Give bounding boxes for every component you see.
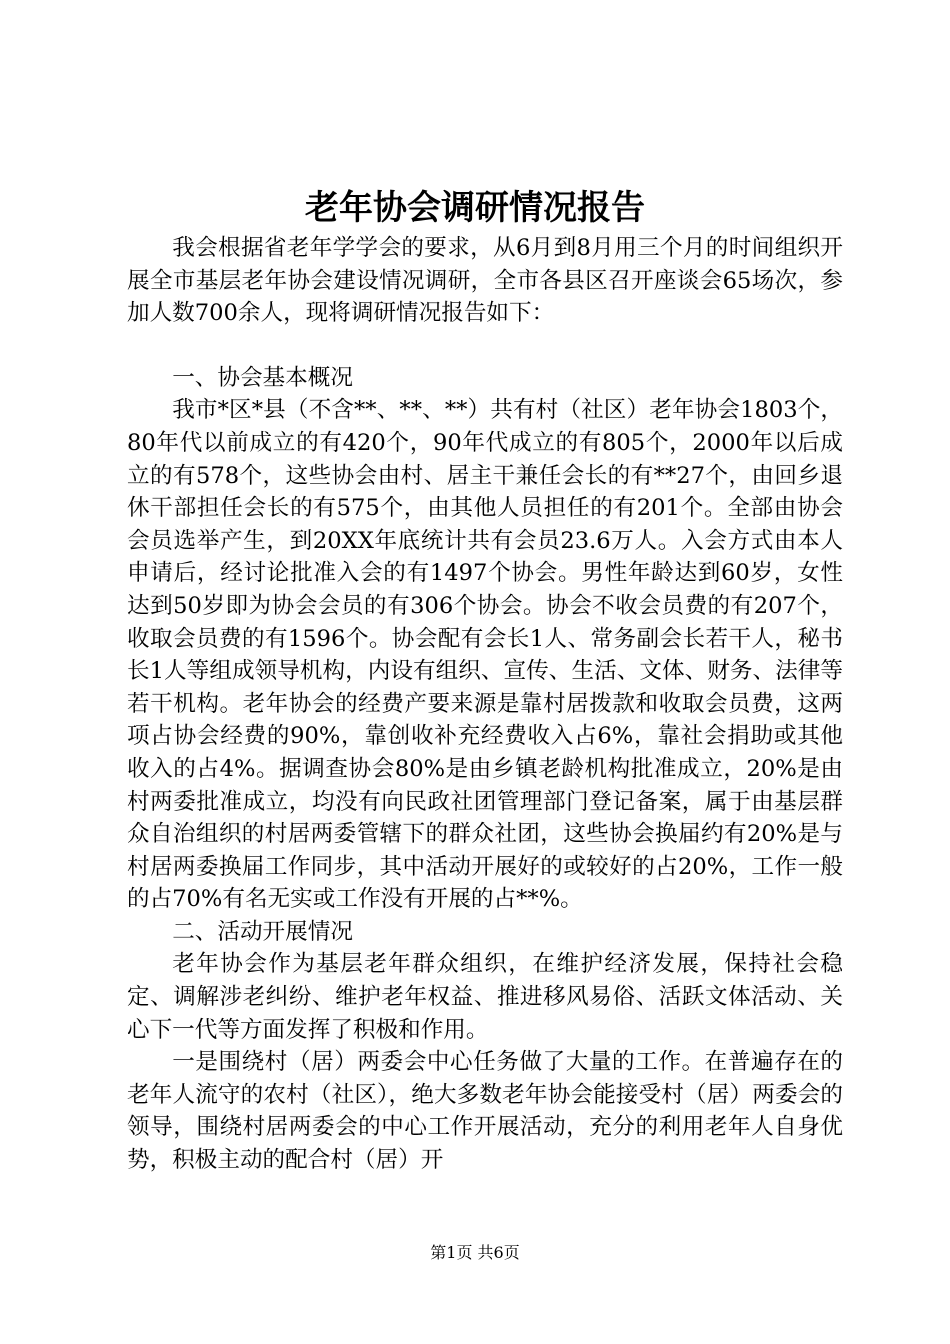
section-1-paragraph: 我市*区*县（不含**、**、**）共有村（社区）老年协会1803个，80年代以前成立的有420个，90年代成立的有805个，2000年以后成立的有578个，这些协会由村、居主干兼任会长的有**27个，由回乡退休干部担任会长的有575个，由其他人员担任的有201个。全部由协会会员选举产生，到20XX年底统计共有会员23.6万人。入会方式由本人申请后，经讨论批准入会的有1497个协会。男性年龄达到60岁，女性达到50岁即为协会会员的有306个协会。协会不收会员费的有207个，收取会员费的有1596个。协会配有会长1人、常务副会长若干人，秘书长1人等组成领导机构，内设有组织、宣传、生活、文体、财务、法律等若干机构。老年协会的经费产要来源是靠村居拨款和收取会员费，这两项占协会经费的90%，靠创收补充经费收入占6%，靠社会捐助或其他收入的占4%。据调查协会80%是由乡镇老龄机构批准成立，20%是由村两委批准成立，均没有向民政社团管理部门登记备案，属于由基层群众自治组织的村居两委管辖下的群众社团，这些协会换届约有20%是与村居两委换届工作同步，其中活动开展好的或较好的占20%，工作一般的占70%有名无实或工作没有开展的占**%。 xyxy=(127,397,843,913)
paragraph-gap xyxy=(127,330,843,362)
intro-paragraph: 我会根据省老年学学会的要求，从6月到8月用三个月的时间组织开展全市基层老年协会建设情况调研，全市各县区召开座谈会65场次，参加人数700余人，现将调研情况报告如下： xyxy=(127,235,843,327)
section-heading-1: 一、协会基本概况 xyxy=(172,364,353,391)
section-2-paragraph-2: 一是围绕村（居）两委会中心任务做了大量的工作。在普遍存在的老年人流守的农村（社区），绝大多数老年协会能接受村（居）两委会的领导，围绕村居两委会的中心工作开展活动，充分的利用老年人自身优势，积极主动的配合村（居）开 xyxy=(127,1049,843,1174)
document-title: 老年协会调研情况报告 xyxy=(305,188,645,228)
page-footer: 第1页 共6页 xyxy=(430,1243,520,1262)
section-heading-2: 二、活动开展情况 xyxy=(172,918,353,945)
section-2-paragraph-1: 老年协会作为基层老年群众组织，在维护经济发展，保持社会稳定、调解涉老纠纷、维护老年权益、推进移风易俗、活跃文体活动、关心下一代等方面发挥了积极和作用。 xyxy=(127,951,843,1043)
document-body xyxy=(127,232,843,1177)
